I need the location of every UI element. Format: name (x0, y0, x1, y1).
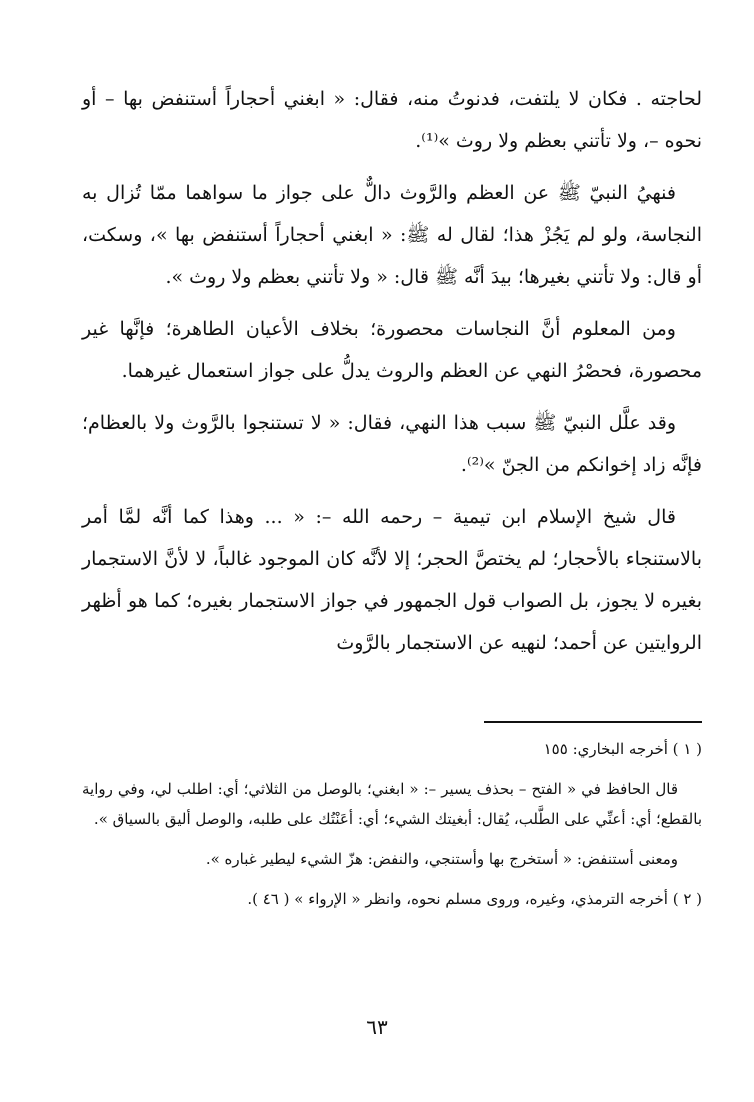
footnote-2: ( ٢ ) أخرجه الترمذي، وغيره، وروى مسلم نحوه، وانظر « الإرواء » ( ٤٦ ). (247, 890, 702, 908)
paragraph-2: فنهيُ النبيّ ﷺ عن العظم والرَّوث دالٌّ على جواز ما سواهما ممّا تُزال به النجاسة، ولو لم يَجُزْ هذا؛ لقال له ﷺ: « ابغني أحجاراً أستنفض بها »، وسكت، أو قال: ولا تأتني بغيرها؛ بيدَ أنَّه ﷺ قال: « ولا تأتني بعظم ولا روث ». (82, 182, 702, 288)
main-text (82, 78, 702, 674)
paragraph-1: لحاجته . فكان لا يلتفت، فدنوتُ منه، فقال: « ابغني أحجاراً أستنفض بها – أو نحوه –، ولا تأتني بعظم ولا روث »⁽¹⁾. (82, 88, 702, 152)
footnote-1-body: قال الحافظ في « الفتح – بحذف يسير –: « ابغني؛ بالوصل من الثلاثي؛ أي: اطلب لي، وفي رواية بالقطع؛ أي: أعنِّي على الطَّلب، يُقال: أبغيتك الشيء؛ أي: أعَنْتُك على طلبه، والوصل أليق بالسياق ». (82, 780, 702, 828)
paragraph-5: قال شيخ الإسلام ابن تيمية – رحمه الله –: « ... وهذا كما أنَّه لمَّا أمر بالاستنجاء بالأحجار؛ لم يختصَّ الحجر؛ إلا لأنَّه كان الموجود غالباً، لا لأنَّ الاستجمار بغيره لا يجوز، بل الصواب قول الجمهور في جواز الاستجمار بغيره؛ كما هو أظهر الروايتين عن أحمد؛ لنهيه عن الاستجمار بالرَّوث (82, 506, 702, 654)
page-number: ٦٣ (366, 1015, 388, 1039)
footnote-1-meaning: ومعنى أستنفض: « أستخرج بها وأستنجي، والنفض: هزّ الشيء ليطير غباره ». (205, 850, 678, 868)
paragraph-4: وقد علَّل النبيّ ﷺ سبب هذا النهي، فقال: « لا تستنجوا بالرَّوث ولا بالعظام؛ فإنَّه زاد إخوانكم من الجنّ »⁽²⁾. (82, 412, 702, 476)
footnote-1-reference: ( ١ ) أخرجه البخاري: ١٥٥ (543, 740, 702, 758)
paragraph-3: ومن المعلوم أنَّ النجاسات محصورة؛ بخلاف الأعيان الطاهرة؛ فإنَّها غير محصورة، فحصْرُ النهي عن العظم والروث يدلُّ على جواز استعمال غيرهما. (82, 318, 702, 382)
footnotes (82, 734, 702, 924)
footnote-separator (484, 721, 702, 723)
